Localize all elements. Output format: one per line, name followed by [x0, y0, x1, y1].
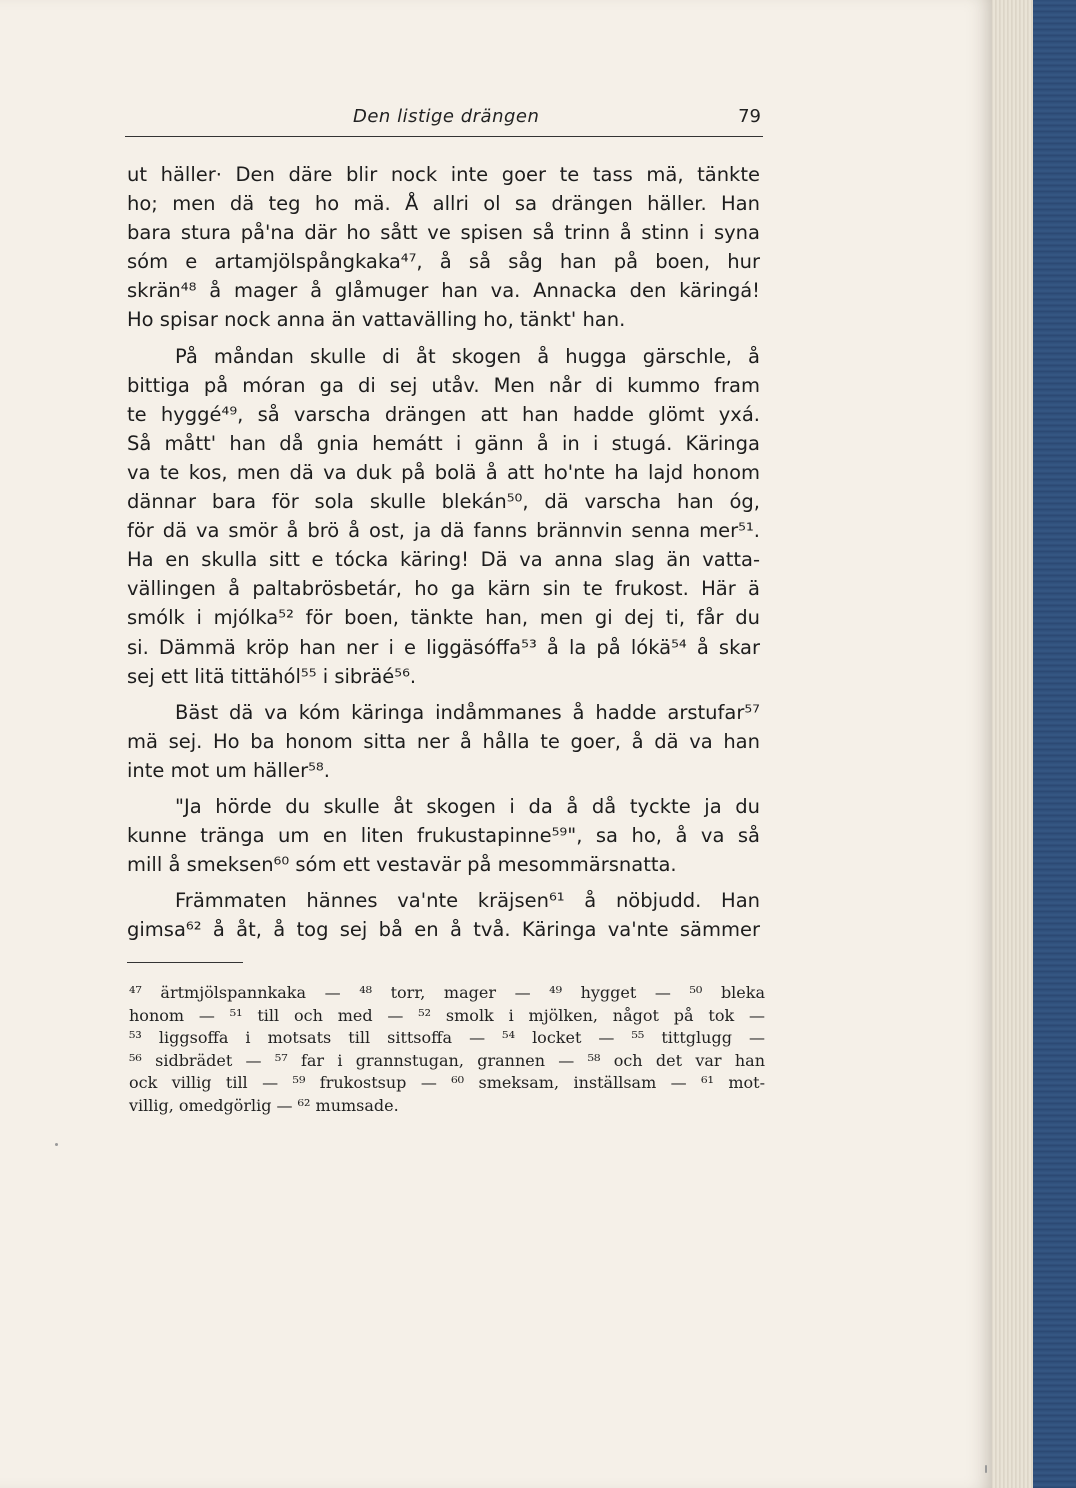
text-line: inte mot um häller⁵⁸.: [127, 758, 330, 782]
footnote-line: ⁵³ liggsoffa i motsats till sittsoffa — ⁵⁴ locket — ⁵⁵ tittglugg —: [129, 1028, 765, 1048]
text-line: va te kos, men dä va duk på bolä å att ho'nte ha lajd honom: [127, 460, 760, 484]
body-text: [127, 160, 760, 944]
text-line: mä sej. Ho ba honom sitta ner å hålla te goer, å dä va han: [127, 729, 760, 753]
text-line: sej ett litä tittähól⁵⁵ i sibräé⁵⁶.: [127, 664, 417, 688]
text-line: Så mått' han då gnia hemátt i gänn å in i stugá. Käringa: [127, 431, 760, 455]
text-line: si. Dämmä kröp han ner i e liggäsóffa⁵³ å la på lókä⁵⁴ å skar: [127, 635, 760, 659]
text-line: dännar bara för sola skulle blekán⁵⁰, dä varscha han óg,: [127, 490, 760, 514]
paper-speck: [55, 1143, 58, 1146]
running-title: Den listige drängen: [353, 106, 540, 127]
text-line: mill å smeksen⁶⁰ sóm ett vestavär på mesommärsnatta.: [127, 853, 677, 877]
text-line: för dä va smör å brö å ost, ja dä fanns brännvin senna mer⁵¹.: [127, 519, 760, 543]
paper-speck: [985, 1465, 987, 1473]
text-line: "Ja hörde du skulle åt skogen i da å då tyckte ja du: [175, 794, 760, 818]
text-line: Bäst dä va kóm käringa indåmmanes å hadde arstufar⁵⁷: [175, 700, 760, 724]
text-line: sóm e artamjölspångkaka⁴⁷, å så såg han på boen, hur: [127, 250, 760, 274]
text-line: kunne tränga um en liten frukustapinne⁵⁹", sa ho, å va så: [127, 824, 760, 848]
text-line: te hyggé⁴⁹, så varscha drängen att han hadde glömt yxá.: [127, 402, 760, 426]
footnotes: [129, 982, 765, 1118]
page-header: [125, 106, 763, 137]
page-number: 79: [738, 106, 761, 127]
text-line: skrän⁴⁸ å mager å glåmuger han va. Annacka den käringá!: [127, 279, 760, 303]
text-line: Ha en skulla sitt e tócka käring! Dä va anna slag än vatta-: [127, 548, 760, 572]
footnote-rule: [127, 962, 243, 963]
text-line: bittiga på móran ga di sej utåv. Men når di kummo fram: [127, 373, 760, 397]
text-line: Främmaten hännes va'nte kräjsen⁶¹ å nöbjudd. Han: [175, 889, 760, 913]
text-line: På måndan skulle di åt skogen å hugga gärschle, å: [175, 344, 760, 368]
text-line: smólk i mjólka⁵² för boen, tänkte han, men gi dej ti, får du: [127, 606, 760, 630]
text-line: ut häller· Den däre blir nock inte goer te tass mä, tänkte: [127, 163, 760, 186]
footnote-line: ⁴⁷ ärtmjölspannkaka — ⁴⁸ torr, mager — ⁴⁹ hygget — ⁵⁰ bleka: [129, 983, 765, 1002]
footnote-line: ⁵⁶ sidbrädet — ⁵⁷ far i grannstugan, grannen — ⁵⁸ och det var han: [129, 1050, 765, 1070]
text-line: bara stura på'na där ho sått ve spisen så trinn å stinn i syna: [127, 221, 760, 245]
footnote-line: ock villig till — ⁵⁹ frukostsup — ⁶⁰ smeksam, inställsam — ⁶¹ mot-: [129, 1073, 765, 1093]
text-line: vällingen å paltabrösbetár, ho ga kärn sin te frukost. Här ä: [127, 577, 760, 601]
text-line: gimsa⁶² å åt, å tog sej bå en å två. Käringa va'nte sämmer: [127, 918, 760, 942]
page-edges: [985, 0, 1033, 1488]
footnote-line: villig, omedgörlig — ⁶² mumsade.: [129, 1095, 399, 1115]
text-line: ho; men dä teg ho mä. Å allri ol sa drängen häller. Han: [127, 192, 760, 216]
footnote-line: honom — ⁵¹ till och med — ⁵² smolk i mjölken, något på tok —: [129, 1005, 765, 1025]
text-line: Ho spisar nock anna än vattavälling ho, tänkt' han.: [127, 308, 626, 332]
